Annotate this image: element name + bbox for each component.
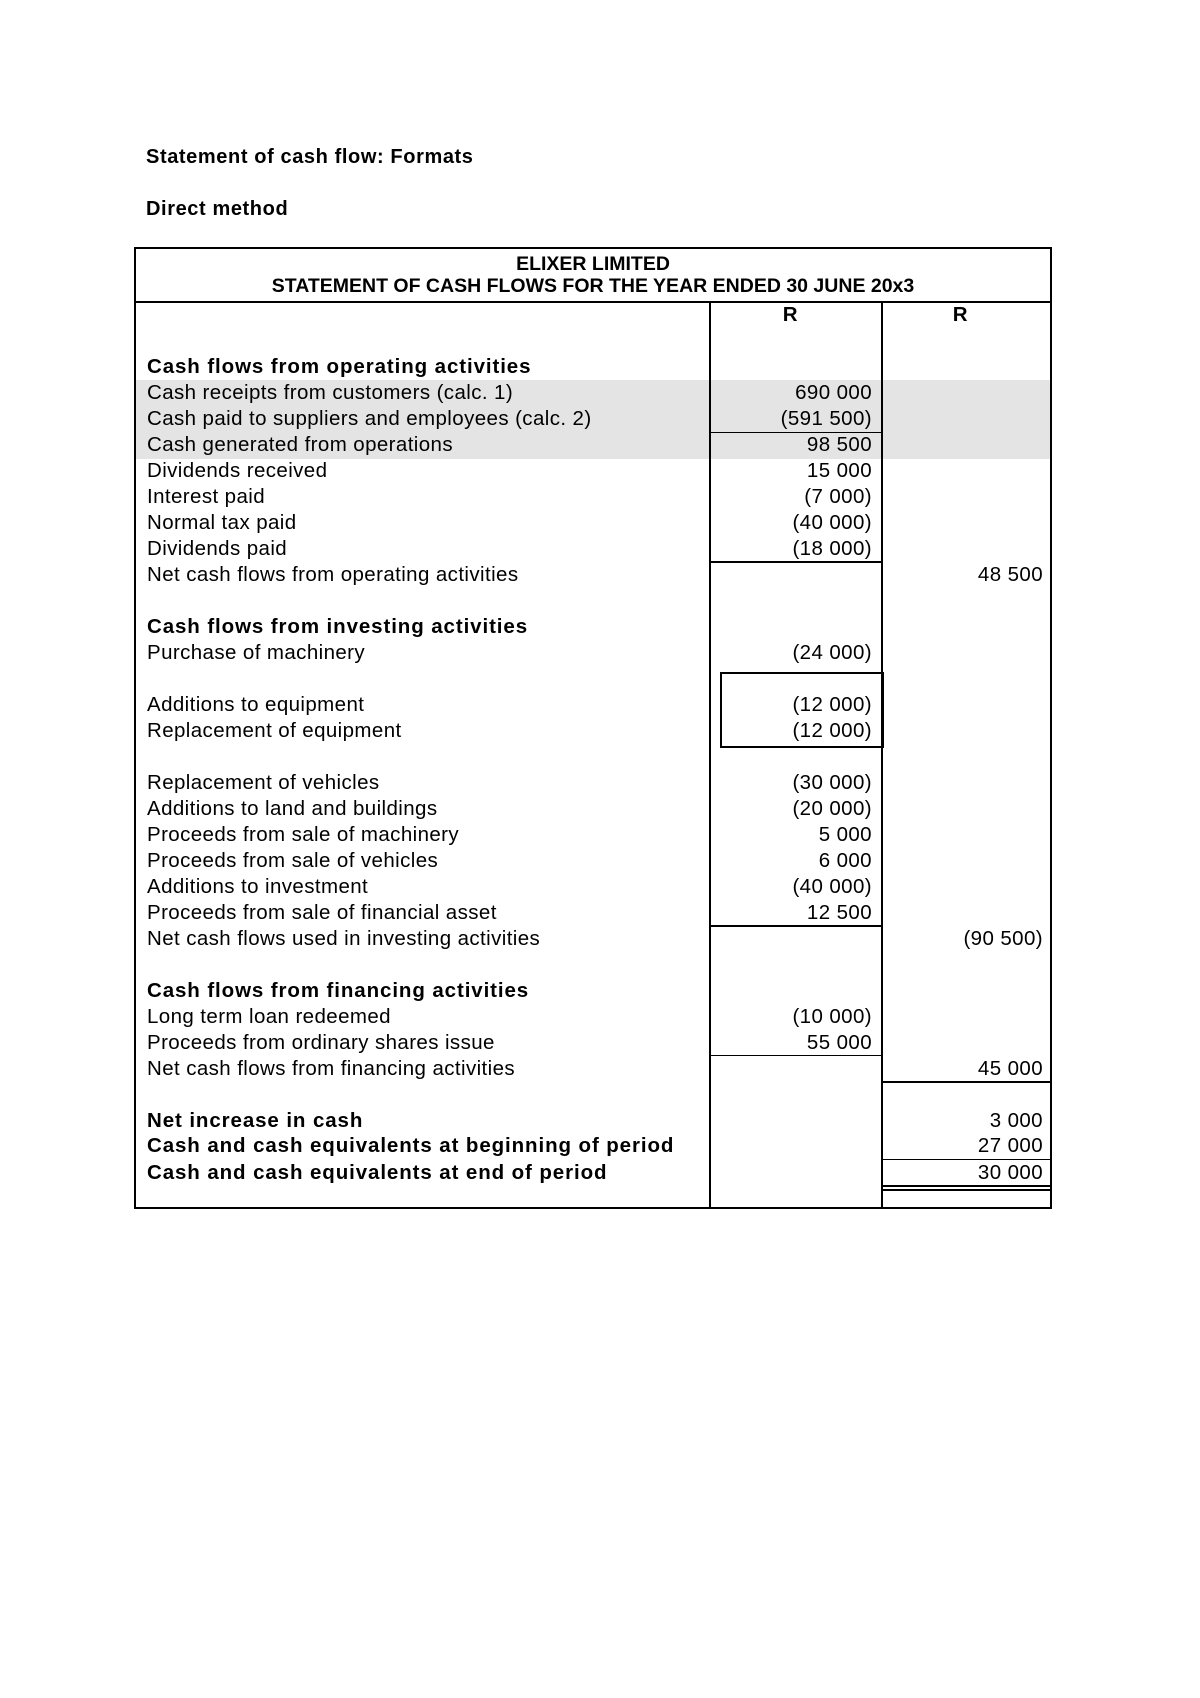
table-row: Proceeds from sale of financial asset 12 500: [147, 901, 872, 924]
table-row: Replacement of vehicles (30 000): [147, 771, 872, 794]
section-heading-operating: Cash flows from operating activities: [147, 355, 532, 378]
table-row: Cash generated from operations 98 500: [147, 433, 872, 456]
cash-flow-statement-table: [134, 247, 1052, 1209]
table-row: Replacement of equipment (12 000): [147, 719, 872, 742]
table-row: Proceeds from ordinary shares issue 55 000: [147, 1031, 872, 1054]
double-underline-rule: [883, 1185, 1050, 1187]
table-row: Dividends paid (18 000): [147, 537, 872, 560]
table-row: Purchase of machinery (24 000): [147, 641, 872, 664]
table-row: Additions to land and buildings (20 000): [147, 797, 872, 820]
statement-header: [136, 249, 1050, 303]
total-row-financing: Net cash flows from financing activities 45 000: [147, 1057, 1043, 1080]
table-row: Additions to equipment (12 000): [147, 693, 872, 716]
summary-row-opening-balance: Cash and cash equivalents at beginning of period 27 000: [147, 1134, 1043, 1157]
summary-row-net-increase: Net increase in cash 3 000: [147, 1109, 1043, 1132]
table-row: Additions to investment (40 000): [147, 875, 872, 898]
total-row-operating: Net cash flows from operating activities 48 500: [147, 563, 1043, 586]
table-row: Cash paid to suppliers and employees (calc. 2) (591 500): [147, 407, 872, 430]
company-name: ELIXER LIMITED: [516, 253, 670, 275]
table-row: Interest paid (7 000): [147, 485, 872, 508]
section-heading-financing: Cash flows from financing activities: [147, 979, 530, 1002]
total-row-investing: Net cash flows used in investing activities (90 500): [147, 927, 1043, 950]
table-row: Proceeds from sale of vehicles 6 000: [147, 849, 872, 872]
table-row: Dividends received 15 000: [147, 459, 872, 482]
col2-header: R: [952, 303, 968, 326]
col1-header: R: [782, 303, 798, 326]
statement-heading: STATEMENT OF CASH FLOWS FOR THE YEAR ENDED 30 JUNE 20x3: [271, 275, 915, 297]
page-title: Statement of cash flow: Formats: [146, 146, 474, 168]
table-row: Cash receipts from customers (calc. 1) 690 000: [147, 381, 872, 404]
summary-row-closing-balance: Cash and cash equivalents at end of period 30 000: [147, 1161, 1043, 1184]
table-row: Proceeds from sale of machinery 5 000: [147, 823, 872, 846]
double-underline-rule: [883, 1189, 1050, 1191]
total-rule: [883, 1081, 1050, 1083]
table-row: Long term loan redeemed (10 000): [147, 1005, 872, 1028]
section-heading-investing: Cash flows from investing activities: [147, 615, 528, 638]
column-header-row: [136, 302, 1050, 328]
method-subtitle: Direct method: [146, 198, 289, 220]
table-row: Normal tax paid (40 000): [147, 511, 872, 534]
